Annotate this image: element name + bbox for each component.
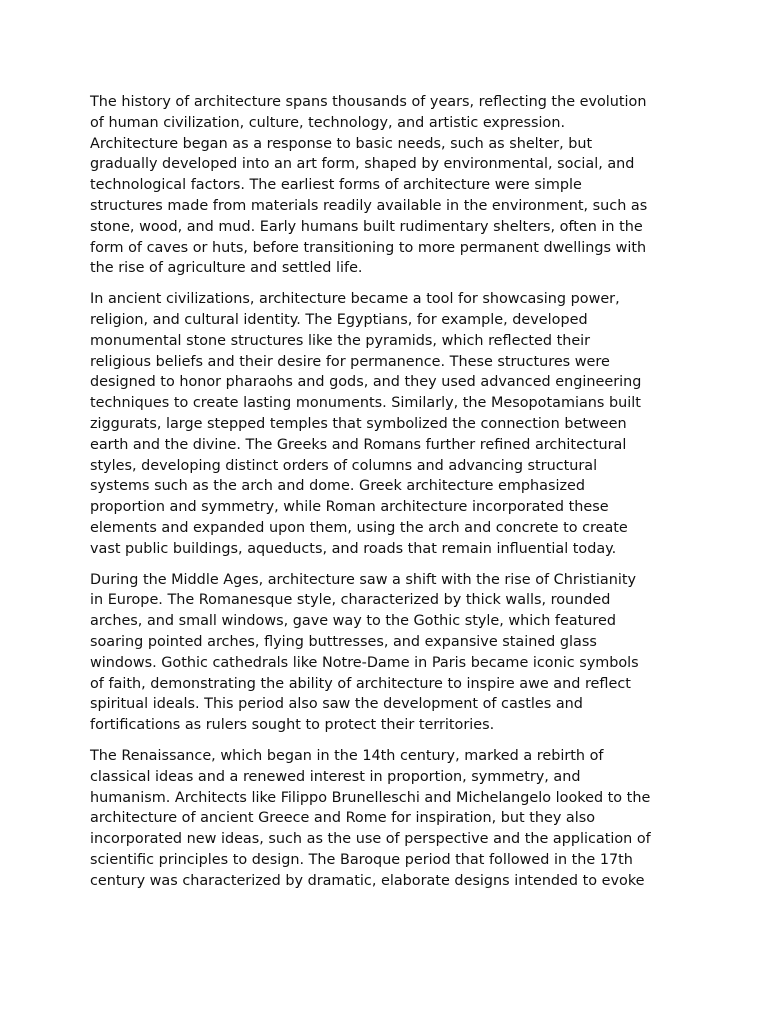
text-line: form of caves or huts, before transitioning to more permanent dwellings with [90, 239, 647, 256]
text-line: classical ideas and a renewed interest in proportion, symmetry, and [90, 768, 581, 785]
text-line: monumental stone structures like the pyramids, which reflected their [90, 332, 591, 349]
text-line: religious beliefs and their desire for permanence. These structures were [90, 353, 610, 370]
text-line: in Europe. The Romanesque style, characterized by thick walls, rounded [90, 592, 611, 609]
paragraph-renaissance [90, 746, 680, 892]
text-line: century was characterized by dramatic, elaborate designs intended to evoke [90, 872, 645, 889]
text-line: gradually developed into an art form, shaped by environmental, social, and [90, 156, 635, 173]
text-line: scientific principles to design. The Baroque period that followed in the 17th [90, 851, 633, 868]
paragraph-ancient-civilizations [90, 289, 680, 559]
text-line: earth and the divine. The Greeks and Romans further refined architectural [90, 436, 627, 453]
text-line: soaring pointed arches, flying buttresses, and expansive stained glass [90, 633, 597, 650]
text-line: proportion and symmetry, while Roman architecture incorporated these [90, 499, 609, 516]
text-line: structures made from materials readily available in the environment, such as [90, 197, 648, 214]
text-line: The Renaissance, which began in the 14th century, marked a rebirth of [90, 747, 604, 764]
text-line: techniques to create lasting monuments. Similarly, the Mesopotamians built [90, 395, 641, 412]
text-line: of human civilization, culture, technology, and artistic expression. [90, 114, 566, 131]
text-line: technological factors. The earliest forms of architecture were simple [90, 177, 582, 194]
text-line: designed to honor pharaohs and gods, and they used advanced engineering [90, 374, 642, 391]
document-body [90, 92, 680, 901]
text-line: styles, developing distinct orders of columns and advancing structural [90, 457, 598, 474]
text-line: In ancient civilizations, architecture became a tool for showcasing power, [90, 291, 620, 308]
text-line: architecture of ancient Greece and Rome for inspiration, but they also [90, 810, 596, 827]
text-line: ziggurats, large stepped temples that symbolized the connection between [90, 415, 627, 432]
text-line: windows. Gothic cathedrals like Notre-Dame in Paris became iconic symbols [90, 654, 639, 671]
text-line: religion, and cultural identity. The Egyptians, for example, developed [90, 311, 588, 328]
text-line: humanism. Architects like Filippo Brunelleschi and Michelangelo looked to the [90, 789, 651, 806]
text-line: of faith, demonstrating the ability of architecture to inspire awe and reflect [90, 675, 631, 692]
paragraph-middle-ages [90, 570, 680, 736]
text-line: stone, wood, and mud. Early humans built rudimentary shelters, often in the [90, 218, 643, 235]
text-line: vast public buildings, aqueducts, and roads that remain influential today. [90, 540, 617, 557]
text-line: The history of architecture spans thousands of years, reflecting the evolution [90, 94, 647, 110]
paragraph-prehistory [90, 92, 680, 279]
text-line: systems such as the arch and dome. Greek architecture emphasized [90, 478, 586, 495]
text-line: incorporated new ideas, such as the use of perspective and the application of [90, 831, 651, 848]
text-line: elements and expanded upon them, using the arch and concrete to create [90, 519, 628, 536]
text-line: fortifications as rulers sought to protect their territories. [90, 717, 495, 734]
text-line: spiritual ideals. This period also saw the development of castles and [90, 696, 583, 713]
text-line: Architecture began as a response to basic needs, such as shelter, but [90, 135, 593, 152]
text-line: the rise of agriculture and settled life. [90, 260, 363, 277]
text-line: arches, and small windows, gave way to the Gothic style, which featured [90, 613, 616, 630]
text-line: During the Middle Ages, architecture saw a shift with the rise of Christianity [90, 571, 636, 588]
